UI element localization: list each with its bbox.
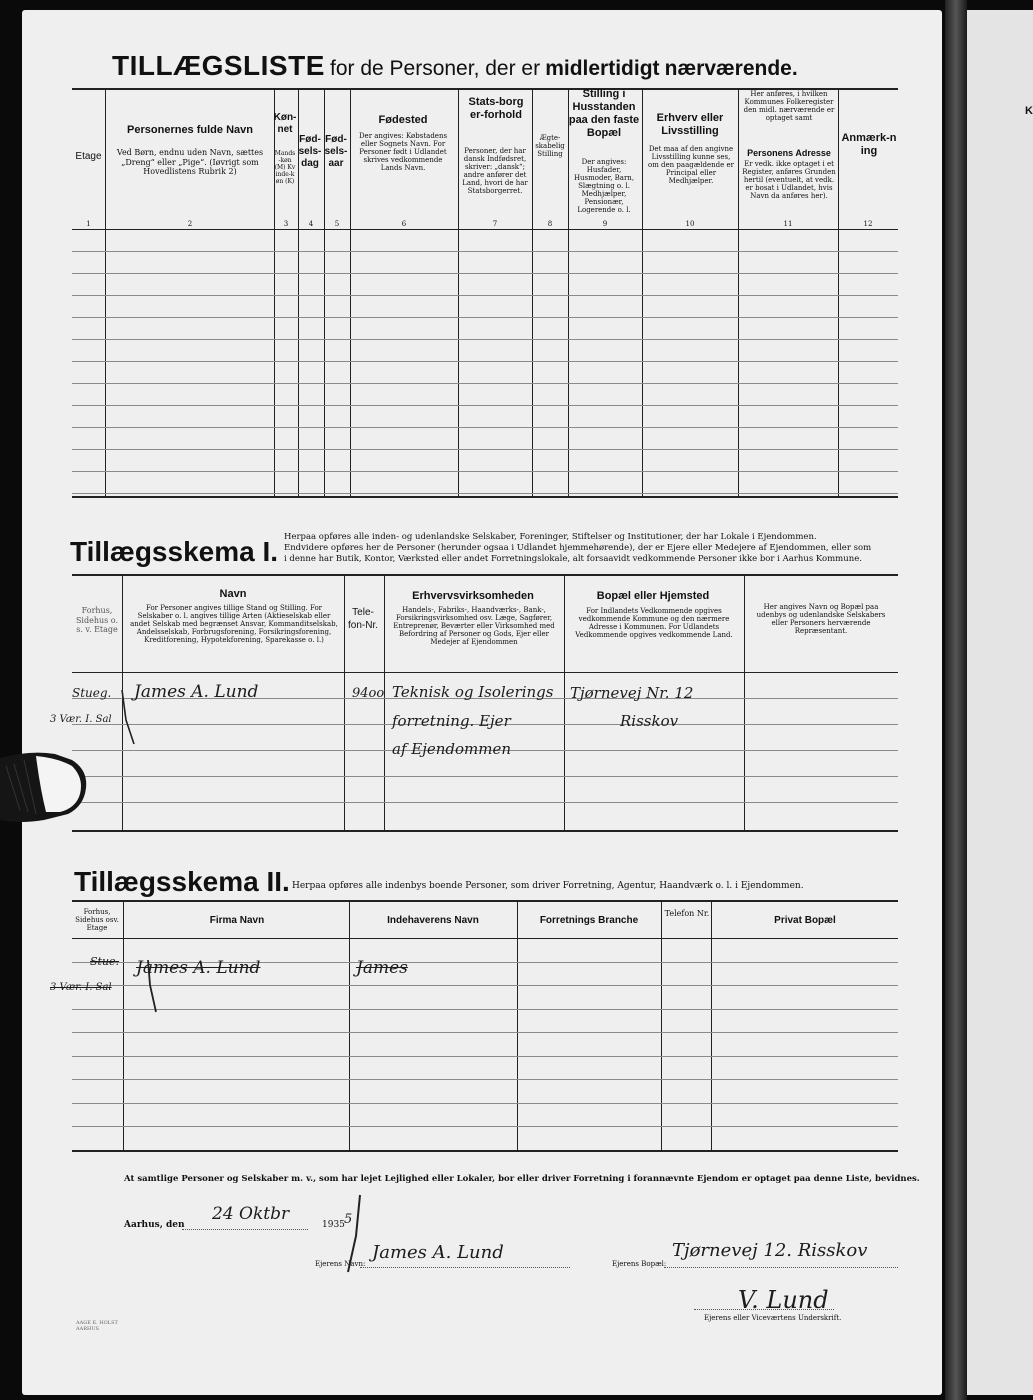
t1-col-fodested-sub: Der angives: Købstadens eller Sognets Navn. For Personer født i Udlandet skrives vedkommende Lands Navn. bbox=[358, 132, 448, 172]
t1-col-kon-sub: Mands-køn (M) Kvinde-køn (K) bbox=[274, 150, 296, 185]
skema1-col-erhverv-head: Erhvervsvirksomheden bbox=[412, 590, 534, 602]
signature-line bbox=[694, 1309, 834, 1310]
skema2-row-indehaver: James bbox=[356, 958, 408, 978]
t1-col-aegteskabelig-sub: Ægte-skabelig Stilling bbox=[535, 134, 565, 158]
title-part2: midlertidigt bbox=[545, 57, 660, 80]
t1-num-9: 9 bbox=[602, 220, 608, 228]
skema1-col-etage-head: Forhus, Sidehus o. s. v. Etage bbox=[75, 606, 119, 634]
t1-num-11: 11 bbox=[783, 220, 793, 228]
t1-num-5: 5 bbox=[334, 220, 340, 228]
skema1-desc-line1: Herpaa opføres alle inden- og udenlandske Selskaber, Foreninger, Stiftelser og Institutioner, der har Lokale i Ejendommen. bbox=[284, 532, 817, 542]
column-rule bbox=[838, 90, 839, 496]
skema2-row-firma: James A. Lund bbox=[136, 958, 261, 978]
column-rule bbox=[738, 90, 739, 496]
t1-col-kon-head: Køn-net bbox=[273, 112, 297, 135]
skema1-col-bopael-sub: For Indlandets Vedkommende opgives vedkommende Kommune og den nærmere Adresse i Kommunen. For Udlandets Vedkommende opgives vedkommende Land. bbox=[575, 607, 733, 639]
skema1-col-bopael-head: Bopæl eller Hjemsted bbox=[596, 590, 710, 602]
footer-owner-label: Ejerens Navn: bbox=[315, 1260, 366, 1268]
skema1-row-telefon: 94oo bbox=[352, 686, 385, 701]
owner-line bbox=[360, 1267, 570, 1268]
book-spine bbox=[945, 0, 967, 1400]
column-rule bbox=[711, 902, 712, 1150]
t1-num-4: 4 bbox=[308, 220, 314, 228]
skema1-row-navn: James A. Lund bbox=[134, 682, 259, 702]
column-rule bbox=[564, 576, 565, 830]
t1-col-anmaerkning-head: Anmærk-ning bbox=[841, 132, 897, 157]
facing-page-letter: K bbox=[1025, 105, 1033, 117]
t1-num-6: 6 bbox=[401, 220, 407, 228]
footer-year-hand: 5 bbox=[344, 1212, 353, 1227]
verification-marks bbox=[30, 0, 390, 1400]
column-rule bbox=[744, 576, 745, 830]
t1-col-fodselsdag-head: Fød-sels-dag bbox=[298, 134, 322, 169]
t1-col-fodselsaar-head: Fød-sels-aar bbox=[324, 134, 348, 169]
t1-col-stilling-sub: Der angives: Husfader, Husmoder, Barn, Slægtning o. l. Medhjælper, Pensionær, Logerende o. l. bbox=[573, 158, 635, 214]
footer-address-hand: Tjørnevej 12. Risskov bbox=[672, 1240, 868, 1261]
t1-col-fodested-head: Fødested bbox=[378, 114, 428, 126]
skema1-col-erhverv-sub: Handels-, Fabriks-, Haandværks-, Bank-, Forsikringsvirksomhed osv. Læge, Sagfører, Entreprenør, Beværter eller Virksomhed med Befordring af Personer og Gods, Ejer eller Medejer af Ejendommen bbox=[393, 606, 555, 646]
t1-col-adresse-sub: Her anføres, i hvilken Kommunes Folkeregister den midl. nærværende er optaget samt bbox=[743, 90, 835, 122]
skema1-desc-line2: Endvidere opføres her de Personer (herunder ogsaa i Udlandet hjemmehørende), der er Ejere eller Medejere af Ejendommen, eller som bbox=[284, 543, 872, 553]
skema1-col-navn-sub: For Personer angives tillige Stand og Stilling. For Selskaber o. l. angives tillige Arten (Aktieselskab eller andet Selskab med begrænset Ansvar, Kommanditselskab, Andelsselskab, Forbrugsforening, Forsikringsforening, Kreditforening, Hypotekforening, Sparekasse o. l.) bbox=[130, 604, 338, 644]
t1-col-adresse-sub2: Er vedk. ikke optaget i et Register, anføres Grunden hertil (eventuelt, at vedk. er bosat i Udlandet, hvis Navn da anføres her). bbox=[742, 160, 836, 200]
t1-num-1: 1 bbox=[86, 220, 91, 228]
t1-col-navn-head: Personernes fulde Navn bbox=[127, 124, 253, 136]
skema1-row-etage2: 3 Vær. I. Sal bbox=[50, 714, 112, 725]
t1-col-stilling-head: Stilling i Husstanden paa den faste Bopæl bbox=[568, 88, 640, 139]
skema1-desc-line3: i denne har Butik, Kontor, Værksted eller andet Forretningslokale, alt forsaavidt vedkommende Personer ikke bor i Aarhus Kommune. bbox=[284, 554, 862, 564]
skema2-col-firma-head: Firma Navn bbox=[209, 915, 265, 926]
date-line bbox=[182, 1229, 308, 1230]
t1-num-2: 2 bbox=[187, 220, 193, 228]
footer-year: 1935 bbox=[322, 1220, 345, 1230]
skema1-row-erhverv-1: Teknisk og Isolerings bbox=[392, 683, 554, 701]
t1-col-adresse-head: Personens Adresse bbox=[747, 148, 831, 158]
t1-col-erhverv-sub: Det maa af den angivne Livsstilling kunne ses, om den paagældende er Principal eller Medhjælper. bbox=[647, 145, 735, 185]
skema1-row-erhverv-2: forretning. Ejer bbox=[392, 712, 511, 730]
t1-num-8: 8 bbox=[547, 220, 553, 228]
column-rule bbox=[458, 90, 459, 496]
t1-col-erhverv-head: Erhverv eller Livsstilling bbox=[656, 112, 724, 137]
skema1-row-bopael-2: Risskov bbox=[620, 712, 679, 730]
t1-col-statsborger-head: Stats-borger-forhold bbox=[468, 96, 524, 121]
skema2-description: Herpaa opføres alle indenbys boende Personer, som driver Forretning, Agentur, Haandværk o. l. i Ejendommen. bbox=[292, 881, 804, 891]
skema1-row-erhverv-3: af Ejendommen bbox=[392, 740, 512, 758]
skema1-title: Tillægsskema I. bbox=[70, 536, 279, 567]
skema2-col-indehaver-head: Indehaverens Navn bbox=[387, 915, 479, 926]
footer-address-label: Ejerens Bopæl: bbox=[612, 1260, 667, 1268]
footer-city: Aarhus, den bbox=[124, 1220, 185, 1230]
skema2-row-etage: Stue. bbox=[90, 955, 120, 968]
t1-num-10: 10 bbox=[685, 220, 695, 228]
title-main: TILLÆGSLISTE bbox=[112, 50, 325, 81]
column-rule bbox=[661, 902, 662, 1150]
t1-num-12: 12 bbox=[863, 220, 873, 228]
column-rule bbox=[642, 90, 643, 496]
column-rule bbox=[568, 90, 569, 496]
footer-date-hand: 24 Oktbr bbox=[212, 1204, 290, 1224]
archivist-thumb bbox=[0, 748, 92, 826]
title-part3: nærværende. bbox=[664, 57, 798, 80]
footer-signature: V. Lund bbox=[738, 1286, 829, 1314]
t1-num-7: 7 bbox=[492, 220, 498, 228]
address-line bbox=[664, 1267, 898, 1268]
title-part1: for de Personer, der er bbox=[329, 57, 541, 80]
footer-signature-label: Ejerens eller Viceværtens Underskrift. bbox=[704, 1314, 842, 1322]
printer-imprint: AAGE E. HOLST AARHUS bbox=[76, 1320, 118, 1332]
t1-col-navn-sub: Ved Børn, endnu uden Navn, sættes „Dreng“ eller „Pige“. (Iøvrigt som Hovedlistens Rubrik 2) bbox=[116, 148, 264, 176]
skema1-col-navn-head: Navn bbox=[219, 588, 247, 600]
t1-num-3: 3 bbox=[283, 220, 289, 228]
t1-col-statsborger-sub: Personer, der har dansk Indfødsret, skriver: „dansk“; andre anfører det Land, hvori de har Statsborgerret. bbox=[462, 147, 528, 195]
skema2-col-etage-head: Forhus, Sidehus osv. Etage bbox=[75, 908, 119, 932]
skema2-col-telefon-head: Telefon Nr. bbox=[664, 909, 710, 918]
footer-owner-hand: James A. Lund bbox=[372, 1242, 504, 1263]
skema2-col-branche-head: Forretnings Branche bbox=[539, 915, 639, 926]
t1-col-etage-head: Etage bbox=[75, 151, 102, 162]
skema2-row-etage2: 3 Vær. I. Sal bbox=[50, 982, 112, 993]
skema1-col-telefon-head: Tele-fon-Nr. bbox=[347, 607, 378, 631]
skema2-title: Tillægsskema II. bbox=[74, 866, 290, 897]
column-rule bbox=[517, 902, 518, 1150]
footer-declaration: At samtlige Personer og Selskaber m. v., som har lejet Lejlighed eller Lokaler, bor eller driver Forretning i forannævnte Ejendom er optaget paa denne Liste, bevidnes. bbox=[124, 1174, 920, 1184]
skema1-col-repraesentant-sub: Her angives Navn og Bopæl paa udenbys og udenlandske Selskabers eller Personers herværende Repræsentant. bbox=[756, 603, 886, 635]
skema1-row-etage: Stueg. bbox=[72, 686, 112, 700]
skema1-row-bopael-1: Tjørnevej Nr. 12 bbox=[570, 684, 694, 702]
facing-page-edge bbox=[967, 10, 1033, 1395]
skema2-col-bopael-head: Privat Bopæl bbox=[774, 915, 836, 926]
